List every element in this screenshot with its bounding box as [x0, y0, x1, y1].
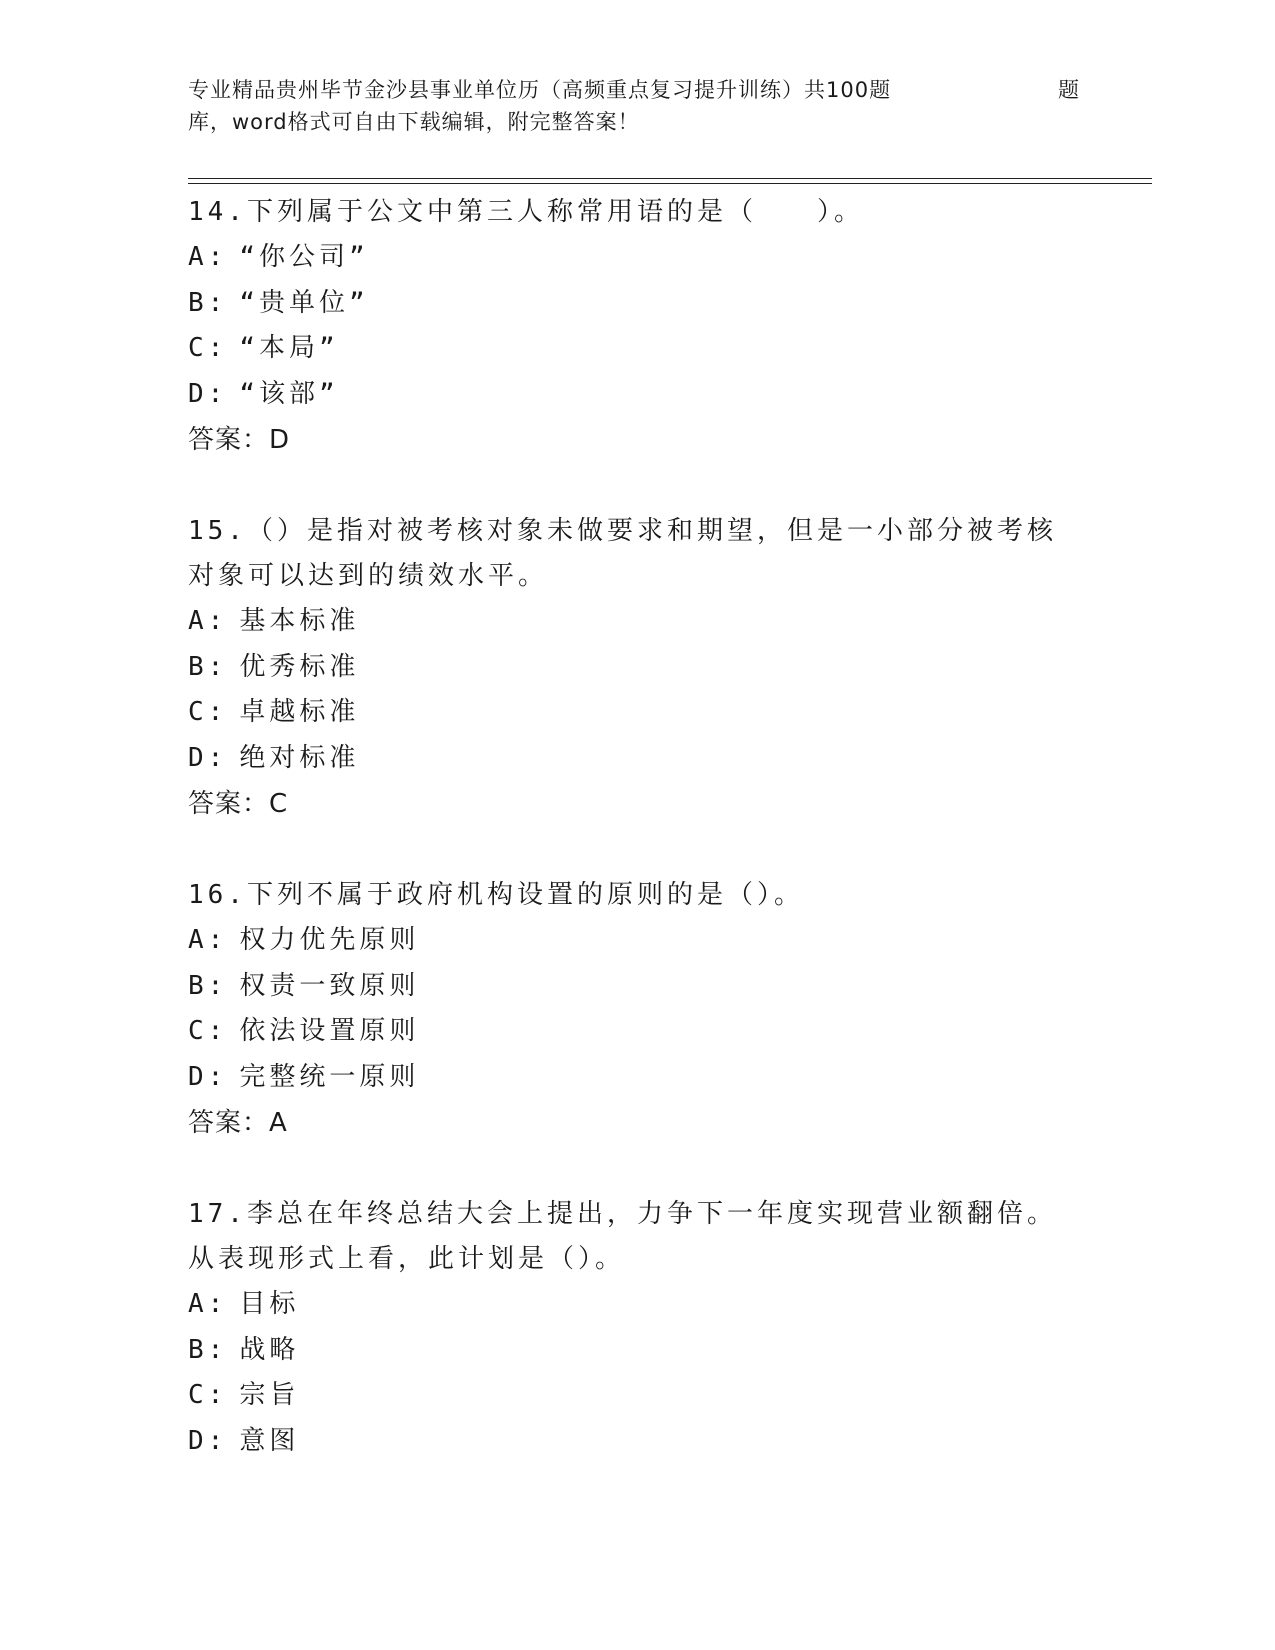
option-c — [188, 1373, 1088, 1419]
option-a — [188, 1282, 1088, 1328]
option-text: 宗旨 — [239, 1380, 300, 1410]
option-d — [188, 1055, 1088, 1101]
option-text: 目标 — [239, 1289, 300, 1319]
question-16 — [188, 873, 1088, 1146]
header-title: 专业精品贵州毕节金沙县事业单位历（高频重点复习提升训练）共100题 — [188, 78, 892, 102]
option-letter: D: — [188, 378, 228, 409]
header-divider-bottom — [188, 183, 1152, 184]
option-a — [188, 918, 1088, 964]
option-text: 绝对标准 — [239, 742, 360, 773]
option-text: 完整统一原则 — [239, 1061, 420, 1092]
option-text: 权责一致原则 — [239, 970, 420, 1001]
question-stem: 17.李总在年终总结大会上提出，力争下一年度实现营业额翻倍。从表现形式上看，此计划是（）。 — [188, 1199, 1057, 1274]
header-line-1 — [188, 74, 1088, 106]
question-15 — [188, 509, 1088, 827]
option-letter: B: — [188, 287, 228, 318]
option-b — [188, 964, 1088, 1010]
question-17 — [188, 1192, 1088, 1464]
question-stem: 16.下列不属于政府机构设置的原则的是（）。 — [188, 880, 804, 910]
question-list — [188, 190, 1088, 1510]
option-letter: D: — [188, 1425, 228, 1456]
option-text: 权力优先原则 — [239, 925, 420, 955]
question-14 — [188, 190, 1088, 463]
option-a — [188, 599, 1088, 645]
option-letter: A: — [188, 1289, 228, 1319]
option-letter: A: — [188, 606, 228, 636]
header-divider-top — [188, 178, 1152, 179]
answer-line: 答案：D — [188, 425, 291, 455]
option-text: “你公司” — [239, 242, 369, 272]
option-text: “本局” — [239, 333, 339, 363]
option-b — [188, 645, 1088, 691]
option-letter: C: — [188, 1016, 228, 1046]
option-c — [188, 1009, 1088, 1055]
answer-line: 答案：C — [188, 789, 289, 819]
option-text: 优秀标准 — [239, 651, 360, 682]
option-text: “该部” — [239, 378, 339, 409]
option-text: 基本标准 — [239, 606, 360, 636]
option-d — [188, 1419, 1088, 1465]
option-text: 卓越标准 — [239, 697, 360, 727]
option-letter: B: — [188, 970, 228, 1001]
option-d — [188, 736, 1088, 782]
option-d — [188, 372, 1088, 418]
option-letter: C: — [188, 1380, 228, 1410]
option-letter: A: — [188, 242, 228, 272]
option-b — [188, 281, 1088, 327]
answer-line: 答案：A — [188, 1108, 288, 1138]
option-letter: D: — [188, 1061, 228, 1092]
document-header — [188, 74, 1088, 138]
header-title-tail: 题 — [1058, 78, 1080, 102]
option-letter: C: — [188, 333, 228, 363]
option-b — [188, 1328, 1088, 1374]
question-stem: 14.下列属于公文中第三人称常用语的是（ ）。 — [188, 197, 864, 227]
option-text: 战略 — [239, 1334, 300, 1365]
option-letter: D: — [188, 742, 228, 773]
option-letter: C: — [188, 697, 228, 727]
option-c — [188, 690, 1088, 736]
option-c — [188, 326, 1088, 372]
header-line-2: 库，word格式可自由下载编辑，附完整答案！ — [188, 110, 640, 134]
option-a — [188, 235, 1088, 281]
option-letter: B: — [188, 651, 228, 682]
option-letter: B: — [188, 1334, 228, 1365]
option-text: “贵单位” — [239, 287, 369, 318]
option-text: 依法设置原则 — [239, 1016, 420, 1046]
question-stem: 15.（）是指对被考核对象未做要求和期望，但是一小部分被考核对象可以达到的绩效水平。 — [188, 516, 1057, 591]
option-letter: A: — [188, 925, 228, 955]
option-text: 意图 — [239, 1425, 300, 1456]
